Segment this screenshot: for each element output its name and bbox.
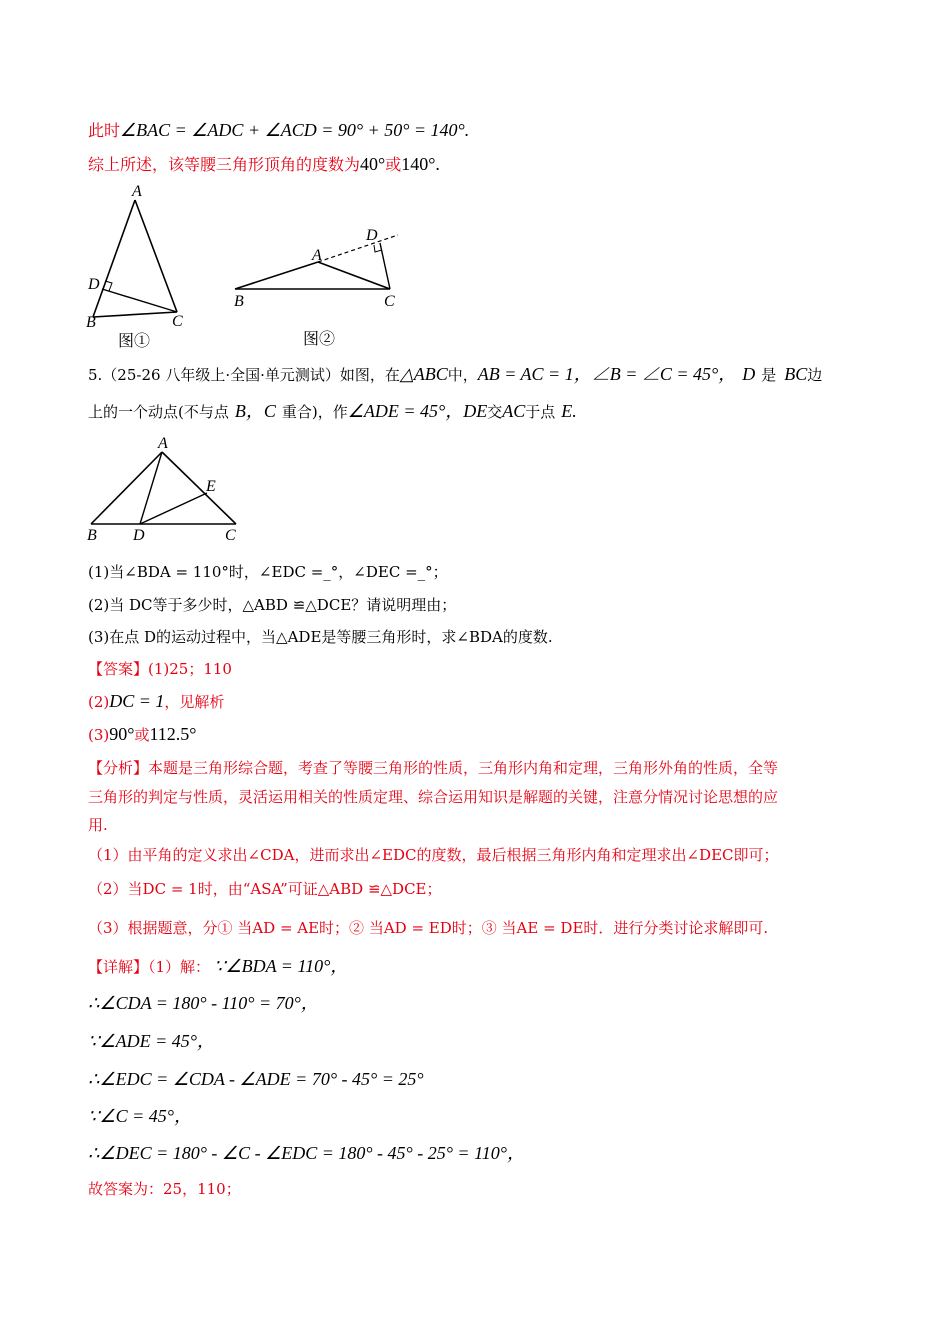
problem-stem2-ac: AC	[502, 401, 526, 421]
problem-fig-side-ac	[162, 452, 236, 524]
analysis-line-3: 用.	[88, 816, 108, 834]
figure-2	[225, 222, 410, 350]
fig2-label-d: D	[366, 227, 378, 244]
prev-conclusion-math: ∠BAC = ∠ADC + ∠ACD = 90° + 50° = 140°.	[120, 120, 470, 140]
problem-fig-label-c: C	[225, 527, 236, 544]
analysis-line-2: 三角形的判定与性质，灵活运用相关的性质定理、综合运用知识是解题的关键，注意分情况讨论思想的应	[88, 788, 779, 806]
problem-stem2-bc: B，C	[234, 401, 276, 421]
analysis-step-2: （2）当DC = 1时，由“ASA”可证△ABD ≌△DCE；	[88, 880, 442, 898]
problem-fig-label-b: B	[87, 527, 97, 544]
prev-summary-val1: 40°	[360, 154, 386, 174]
problem-stem2-text4: 于点	[525, 403, 556, 421]
answer-3-line	[88, 723, 197, 746]
fig1-caption: 图①	[118, 333, 151, 350]
answer-2-prefix: (2)	[88, 693, 110, 711]
answer-2-line	[88, 690, 224, 713]
problem-fig-label-a: A	[158, 435, 168, 452]
solution-line-3: ∵∠ADE = 45°，	[88, 1031, 215, 1051]
solution-line-2: ∴∠CDA = 180° - 110° = 70°，	[88, 993, 319, 1013]
problem-fig-label-e: E	[206, 478, 216, 495]
analysis-step-3: （3）根据题意，分① 当AD = AE时；② 当AD = ED时；③ 当AE = DE时．进行分类讨论求解即可.	[88, 919, 769, 937]
fig1-side-ac	[135, 200, 177, 312]
analysis-step-1: （1）由平角的定义求出∠CDA，进而求出∠EDC的度数，最后根据三角形内角和定理求出∠DEC即可；	[88, 846, 779, 864]
answer-3-or: 或	[134, 726, 150, 744]
fig2-label-b: B	[234, 293, 244, 310]
fig2-label-a: A	[312, 247, 322, 264]
problem-fig-segment-de	[140, 493, 207, 524]
solution-line-5: ∵∠C = 45°，	[88, 1106, 192, 1126]
problem-stem-conditions: AB = AC = 1，∠B = ∠C = 45°，	[477, 364, 737, 384]
solution-line-4: ∴∠EDC = ∠CDA - ∠ADE = 70° - 45° = 25°	[88, 1069, 424, 1089]
problem-figure	[80, 432, 250, 544]
answer-1: 【答案】(1)25；110	[88, 660, 232, 678]
prev-summary-line	[88, 153, 440, 176]
prev-summary-or: 或	[385, 155, 402, 174]
solution-line-1	[88, 955, 348, 978]
problem-stem-text3: 边	[807, 366, 823, 384]
question-2: (2)当 DC等于多少时，△ABD ≌△DCE？请说明理由；	[88, 596, 457, 614]
fig1-label-a: A	[132, 183, 142, 200]
problem-fig-label-d: D	[133, 527, 145, 544]
answer-2-suffix: ，见解析	[164, 693, 225, 711]
problem-stem2-text1: 上的一个动点(不与点	[88, 403, 229, 421]
problem-stem-text1: 中，	[447, 366, 478, 384]
fig1-altitude-cd	[102, 289, 177, 312]
fig2-caption: 图②	[303, 331, 336, 348]
answer-3-val1: 90°	[109, 724, 135, 744]
answer-2-math: DC = 1	[109, 691, 165, 711]
question-3: (3)在点 D的运动过程中，当△ADE是等腰三角形时，求∠BDA的度数.	[88, 628, 553, 646]
problem-stem-d: D	[742, 364, 756, 384]
fig2-side-ac	[318, 262, 390, 289]
fig1-side-bc	[93, 312, 177, 317]
problem-stem-bc: BC	[784, 364, 808, 384]
fig2-extension-dashed	[318, 235, 398, 262]
problem-stem2-e: E.	[561, 401, 577, 421]
analysis-line-1: 【分析】本题是三角形综合题，考查了等腰三角形的性质，三角形内角和定理，三角形外角的性质，全等	[88, 759, 779, 777]
problem-stem-line2	[88, 400, 577, 423]
prev-summary-text: 综上所述，该等腰三角形顶角的度数为	[88, 155, 361, 174]
figure-1	[80, 180, 200, 350]
answer-3-prefix: (3)	[88, 726, 110, 744]
solution-final-answer: 故答案为：25，110；	[88, 1180, 241, 1198]
problem-stem-triangle: △ABC	[399, 364, 448, 384]
solution-given-angle: ∵∠BDA = 110°，	[214, 956, 349, 976]
problem-stem-line1	[88, 363, 822, 386]
prev-summary-val2: 140°.	[401, 154, 440, 174]
fig2-label-c: C	[384, 293, 395, 310]
problem-source: 5.（25-26 八年级上·全国·单元测试）如图，在	[88, 366, 400, 384]
solution-label: 【详解】（1）解：	[88, 958, 211, 976]
problem-stem2-text2: 重合)，作	[281, 403, 348, 421]
problem-stem2-angle: ∠ADE = 45°，	[347, 401, 464, 421]
fig1-label-d: D	[88, 276, 100, 293]
prev-conclusion-prefix: 此时	[88, 121, 121, 140]
fig2-side-ab	[235, 262, 318, 289]
question-1: (1)当∠BDA = 110°时，∠EDC =_°，∠DEC =_°；	[88, 563, 448, 581]
fig1-side-ab	[93, 200, 135, 317]
solution-line-6: ∴∠DEC = 180° - ∠C - ∠EDC = 180° - 45° - 25° = 110°，	[88, 1143, 525, 1163]
fig1-label-b: B	[86, 314, 96, 331]
problem-stem2-de: DE	[463, 401, 488, 421]
problem-stem-text2: 是	[761, 366, 777, 384]
prev-conclusion-line	[88, 119, 469, 142]
problem-stem2-text3: 交	[487, 403, 503, 421]
fig1-label-c: C	[172, 313, 183, 330]
answer-3-val2: 112.5°	[149, 724, 197, 744]
